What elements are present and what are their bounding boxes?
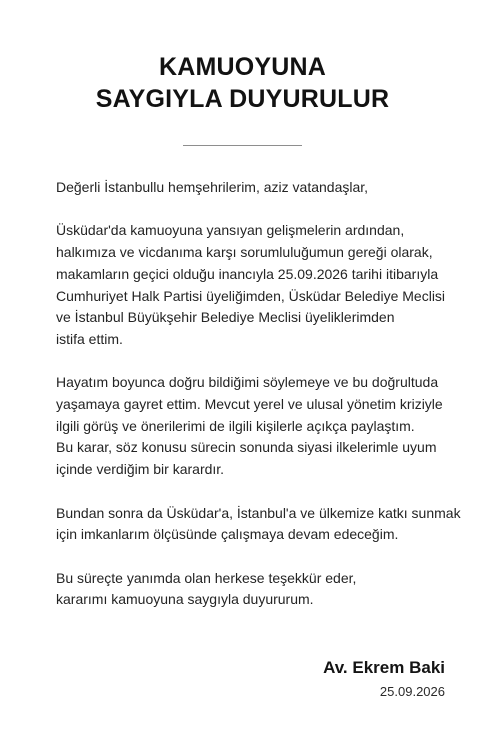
announcement-title — [0, 51, 485, 115]
text-line: Hayatım boyunca doğru bildiğimi söylemeye ve bu doğrultuda — [56, 374, 439, 391]
text-line: kararımı kamuoyuna saygıyla duyururum. — [56, 591, 314, 608]
text-line: Bu süreçte yanımda olan herkese teşekkür eder, — [56, 569, 357, 586]
text-line: istifa ettim. — [56, 330, 123, 347]
title-divider — [183, 145, 302, 146]
text-line: Cumhuriyet Halk Partisi üyeliğimden, Üsküdar Belediye Meclisi — [56, 287, 446, 304]
signature-name: Av. Ekrem Baki — [323, 658, 445, 677]
paragraph-reasoning — [56, 372, 476, 481]
signature-block — [323, 657, 445, 702]
text-line: Bundan sonra da Üsküdar'a, İstanbul'a ve ülkemize katkı sunmak — [56, 504, 461, 521]
signature-date: 25.09.2026 — [379, 684, 445, 699]
text-line: yaşamaya gayret ettim. Mevcut yerel ve ulusal yönetim kriziyle — [56, 396, 443, 412]
text-line: Değerli İstanbullu hemşehrilerim, aziz vatandaşlar, — [56, 179, 369, 195]
text-line: ilgili görüş ve önerilerimi de ilgili kişilerle açıkça paylaştım. — [56, 417, 415, 434]
paragraph-resignation — [56, 220, 476, 350]
title-line-1: KAMUOYUNA — [158, 53, 327, 81]
text-line: makamların geçici olduğu inancıyla 25.09.2026 tarihi itibarıyla — [56, 265, 439, 282]
text-line: Bu karar, söz konusu sürecin sonunda siyasi ilkelerimle uyum — [56, 439, 437, 456]
text-line: için imkanlarım ölçüsünde çalışmaya devam edeceğim. — [56, 526, 399, 543]
announcement-body — [56, 177, 476, 633]
paragraph-future — [56, 503, 476, 546]
title-line-2: SAYGIYLA DUYURULUR — [95, 85, 390, 113]
paragraph-greeting — [56, 177, 476, 199]
text-line: halkımıza ve vicdanıma karşı sorumluluğumun gereği olarak, — [56, 244, 433, 261]
text-line: Üsküdar'da kamuoyuna yansıyan gelişmelerin ardından, — [56, 222, 405, 239]
paragraph-thanks — [56, 568, 476, 611]
text-line: ve İstanbul Büyükşehir Belediye Meclisi üyeliklerimden — [56, 309, 395, 326]
text-line: içinde verdiğim bir karardır. — [56, 461, 225, 478]
